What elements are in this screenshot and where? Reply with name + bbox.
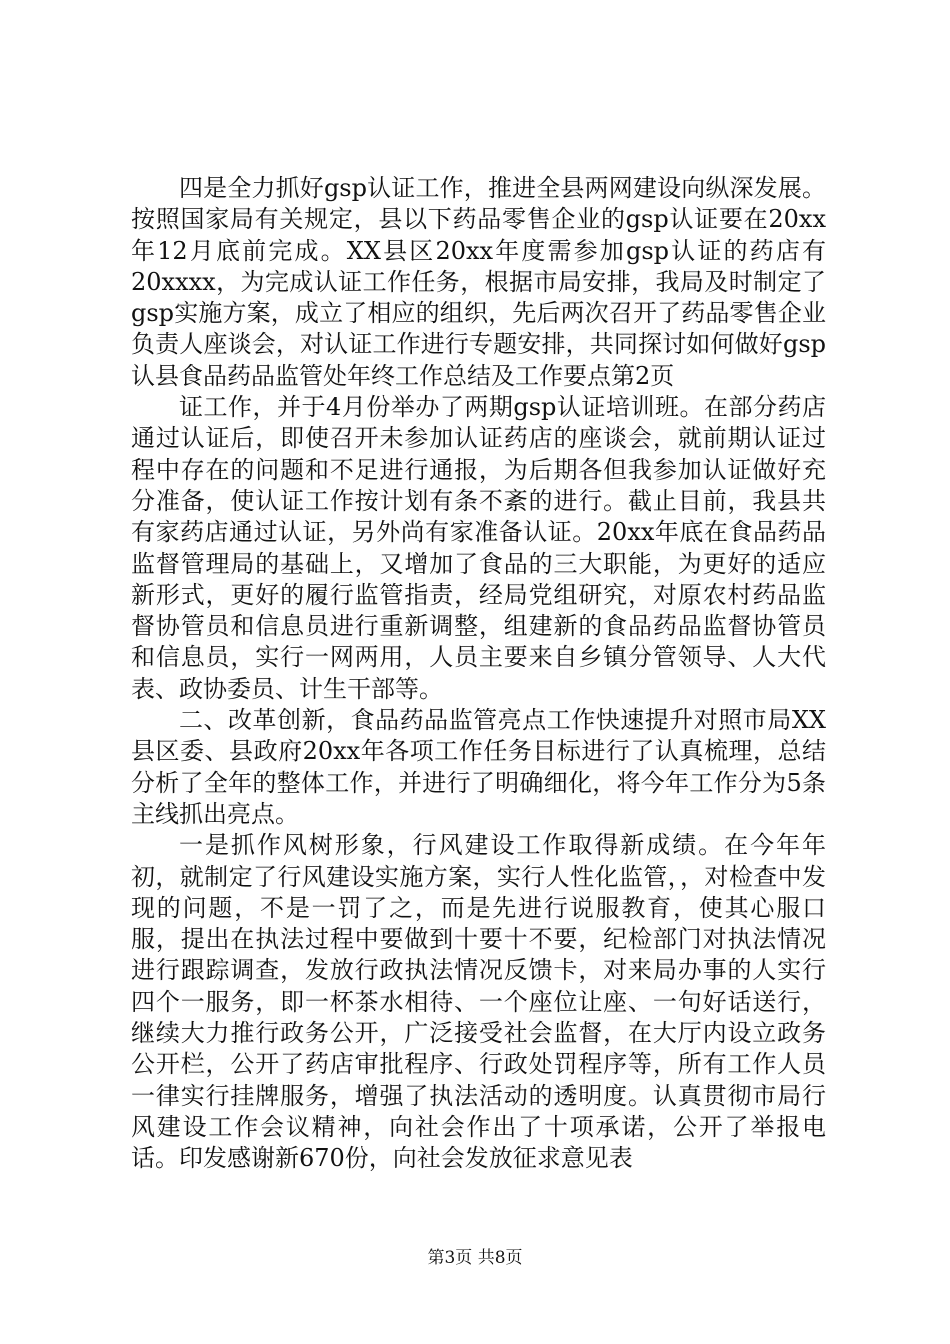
page-number-footer: 第3页 共8页: [427, 1248, 523, 1268]
paragraph-reform-innovation: 二、改革创新，食品药品监管亮点工作快速提升对照市局XX县区委、县政府20xx年各项工作任务目标进行了认真梳理，总结分析了全年的整体工作，并进行了明确细化，将今年工作分为5条主线抓出亮点。: [131, 706, 826, 828]
paragraph-work-style: 一是抓作风树形象，行风建设工作取得新成绩。在今年年初，就制定了行风建设实施方案，实行人性化监管，，对检查中发现的问题，不是一罚了之，而是先进行说服教育，使其心服口服，提出在执法过程中要做到十要十不要，纪检部门对执法情况进行跟踪调查，发放行政执法情况反馈卡，对来局办事的人实行四个一服务，即一杯茶水相待、一个座位让座、一句好话送行，继续大力推行政务公开，广泛接受社会监督，在大厅内设立政务公开栏，公开了药店审批程序、行政处罚程序等，所有工作人员一律实行挂牌服务，增强了执法活动的透明度。认真贯彻市局行风建设工作会议精神，向社会作出了十项承诺，公开了举报电话。印发感谢新670份，向社会发放征求意见表: [131, 831, 826, 1173]
document-body: [131, 173, 826, 1175]
paragraph-certification-training: 证工作，并于4月份举办了两期gsp认证培训班。在部分药店通过认证后，即使召开未参加认证药店的座谈会，就前期认证过程中存在的问题和不足进行通报，为后期各但我参加认证做好充分准备，使认证工作按计划有条不紊的进行。截止目前，我县共有家药店通过认证，另外尚有家准备认证。20xx年底在食品药品监督管理局的基础上，又增加了食品的三大职能，为更好的适应新形式，更好的履行监管指责，经局党组研究，对原农村药品监督协管员和信息员进行重新调整，组建新的食品药品监督协管员和信息员，实行一网两用，人员主要来自乡镇分管领导、人大代表、政协委员、计生干部等。: [131, 393, 826, 703]
paragraph-gsp-certification: 四是全力抓好gsp认证工作，推进全县两网建设向纵深发展。按照国家局有关规定，县以下药品零售企业的gsp认证要在20xx年12月底前完成。XX县区20xx年度需参加gsp认证的药店有20xxxx，为完成认证工作任务，根据市局安排，我局及时制定了gsp实施方案，成立了相应的组织，先后两次召开了药品零售企业负责人座谈会，对认证工作进行专题安排，共同探讨如何做好gsp认县食品药品监管处年终工作总结及工作要点第2页: [131, 174, 826, 390]
